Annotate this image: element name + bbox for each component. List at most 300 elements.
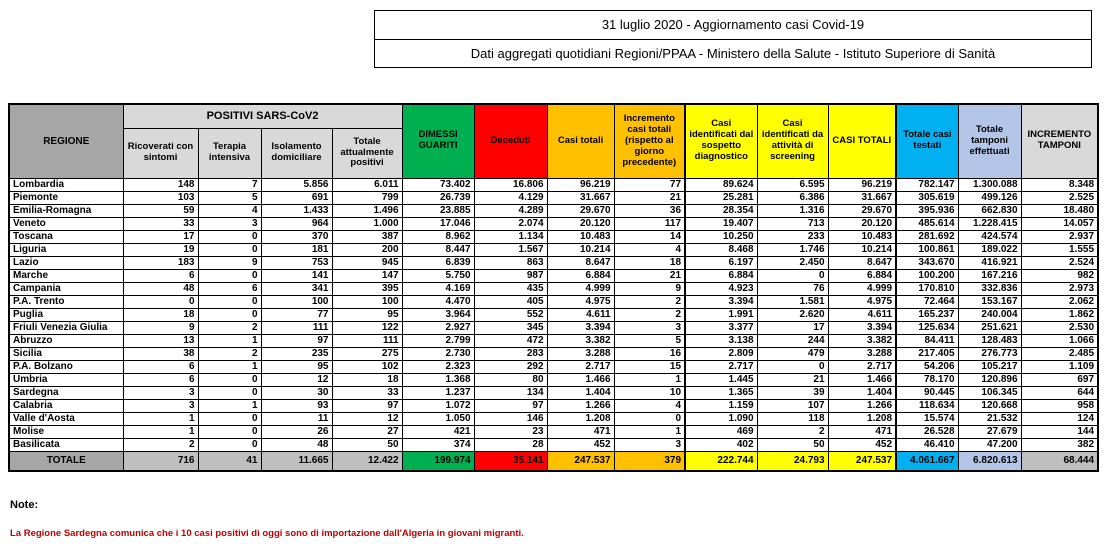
value-cell: 89.624 (685, 178, 757, 191)
value-cell: 6.595 (757, 178, 828, 191)
col-header-positivi-group: POSITIVI SARS-CoV2 (123, 104, 402, 128)
value-cell: 200 (332, 243, 402, 256)
value-cell: 2.323 (402, 360, 474, 373)
value-cell: 716 (123, 451, 198, 471)
region-cell: P.A. Bolzano (9, 360, 123, 373)
value-cell: 2.927 (402, 321, 474, 334)
value-cell: 1.300.088 (958, 178, 1021, 191)
col-header-casi-totali: Casi totali (547, 104, 614, 178)
value-cell: 8.962 (402, 230, 474, 243)
value-cell: 17.046 (402, 217, 474, 230)
value-cell: 1 (198, 334, 261, 347)
value-cell: 4.923 (685, 282, 757, 295)
value-cell: 9 (123, 321, 198, 334)
value-cell: 1 (123, 425, 198, 438)
value-cell: 3 (614, 438, 685, 451)
value-cell: 0 (198, 386, 261, 399)
table-row (9, 243, 1098, 256)
region-cell: Veneto (9, 217, 123, 230)
value-cell: 147 (332, 269, 402, 282)
value-cell: 1 (123, 412, 198, 425)
value-cell: 15 (614, 360, 685, 373)
value-cell: 1.368 (402, 373, 474, 386)
value-cell: 10.214 (547, 243, 614, 256)
value-cell: 27 (332, 425, 402, 438)
value-cell: 16 (614, 347, 685, 360)
table-row (9, 347, 1098, 360)
value-cell: 6.884 (685, 269, 757, 282)
value-cell: 1.466 (547, 373, 614, 386)
col-header-isolamento: Isolamento domiciliare (261, 128, 332, 178)
value-cell: 199.974 (402, 451, 474, 471)
value-cell: 1.316 (757, 204, 828, 217)
value-cell: 275 (332, 347, 402, 360)
value-cell: 11.665 (261, 451, 332, 471)
table-row (9, 438, 1098, 451)
table-row (9, 334, 1098, 347)
region-cell: Piemonte (9, 191, 123, 204)
value-cell: 4.169 (402, 282, 474, 295)
value-cell: 3.382 (828, 334, 896, 347)
value-cell: 33 (123, 217, 198, 230)
value-cell: 341 (261, 282, 332, 295)
region-cell: Campania (9, 282, 123, 295)
table-row (9, 321, 1098, 334)
value-cell: 2.530 (1021, 321, 1098, 334)
table-row (9, 308, 1098, 321)
value-cell: 122 (332, 321, 402, 334)
value-cell: 2 (614, 308, 685, 321)
value-cell: 0 (198, 425, 261, 438)
value-cell: 469 (685, 425, 757, 438)
note-text: La Regione Sardegna comunica che i 10 casi positivi di oggi sono di importazione dall'Algeria in giovani migranti. (10, 528, 524, 539)
value-cell: 958 (1021, 399, 1098, 412)
value-cell: 4 (614, 243, 685, 256)
value-cell: 1.159 (685, 399, 757, 412)
value-cell: 662.830 (958, 204, 1021, 217)
value-cell: 26 (261, 425, 332, 438)
value-cell: 305.619 (896, 191, 958, 204)
value-cell: 2.937 (1021, 230, 1098, 243)
value-cell: 1.567 (474, 243, 547, 256)
value-cell: 2 (123, 438, 198, 451)
value-cell: 13 (123, 334, 198, 347)
value-cell: 46.410 (896, 438, 958, 451)
value-cell: 29.670 (547, 204, 614, 217)
value-cell: 222.744 (685, 451, 757, 471)
value-cell: 167.216 (958, 269, 1021, 282)
value-cell: 6 (123, 373, 198, 386)
value-cell: 1.466 (828, 373, 896, 386)
value-cell: 28 (474, 438, 547, 451)
value-cell: 552 (474, 308, 547, 321)
value-cell: 2.620 (757, 308, 828, 321)
value-cell: 2.717 (685, 360, 757, 373)
value-cell: 80 (474, 373, 547, 386)
value-cell: 1.746 (757, 243, 828, 256)
value-cell: 12 (261, 373, 332, 386)
value-cell: 0 (614, 412, 685, 425)
value-cell: 644 (1021, 386, 1098, 399)
value-cell: 1.365 (685, 386, 757, 399)
table-row (9, 191, 1098, 204)
table-row (9, 230, 1098, 243)
value-cell: 25.281 (685, 191, 757, 204)
value-cell: 28.354 (685, 204, 757, 217)
value-cell: 50 (332, 438, 402, 451)
value-cell: 753 (261, 256, 332, 269)
value-cell: 2.450 (757, 256, 828, 269)
value-cell: 1.445 (685, 373, 757, 386)
table-row (9, 386, 1098, 399)
value-cell: 292 (474, 360, 547, 373)
value-cell: 3.394 (547, 321, 614, 334)
value-cell: 189.022 (958, 243, 1021, 256)
value-cell: 240.004 (958, 308, 1021, 321)
value-cell: 36 (614, 204, 685, 217)
value-cell: 134 (474, 386, 547, 399)
value-cell: 471 (547, 425, 614, 438)
value-cell: 1.208 (547, 412, 614, 425)
value-cell: 8.647 (828, 256, 896, 269)
value-cell: 95 (332, 308, 402, 321)
value-cell: 6.820.613 (958, 451, 1021, 471)
value-cell: 11 (261, 412, 332, 425)
value-cell: 17 (757, 321, 828, 334)
value-cell: 9 (614, 282, 685, 295)
value-cell: 8.647 (547, 256, 614, 269)
value-cell: 3.138 (685, 334, 757, 347)
value-cell: 233 (757, 230, 828, 243)
value-cell: 181 (261, 243, 332, 256)
value-cell: 2 (198, 321, 261, 334)
value-cell: 3.394 (828, 321, 896, 334)
table-row (9, 295, 1098, 308)
table-row (9, 269, 1098, 282)
value-cell: 697 (1021, 373, 1098, 386)
table-row (9, 399, 1098, 412)
value-cell: 499.126 (958, 191, 1021, 204)
value-cell: 1 (614, 425, 685, 438)
value-cell: 424.574 (958, 230, 1021, 243)
value-cell: 21.532 (958, 412, 1021, 425)
value-cell: 1.134 (474, 230, 547, 243)
region-cell: TOTALE (9, 451, 123, 471)
value-cell: 4.975 (828, 295, 896, 308)
value-cell: 1.496 (332, 204, 402, 217)
value-cell: 1.862 (1021, 308, 1098, 321)
value-cell: 48 (123, 282, 198, 295)
value-cell: 374 (402, 438, 474, 451)
value-cell: 283 (474, 347, 547, 360)
value-cell: 472 (474, 334, 547, 347)
value-cell: 146 (474, 412, 547, 425)
value-cell: 128.483 (958, 334, 1021, 347)
value-cell: 31.667 (547, 191, 614, 204)
value-cell: 276.773 (958, 347, 1021, 360)
value-cell: 4 (198, 204, 261, 217)
value-cell: 5.750 (402, 269, 474, 282)
value-cell: 485.614 (896, 217, 958, 230)
col-header-deceduti: Deceduti (474, 104, 547, 178)
value-cell: 2 (614, 295, 685, 308)
value-cell: 2.524 (1021, 256, 1098, 269)
value-cell: 1.228.415 (958, 217, 1021, 230)
value-cell: 77 (614, 178, 685, 191)
value-cell: 6.884 (828, 269, 896, 282)
value-cell: 35.141 (474, 451, 547, 471)
value-cell: 153.167 (958, 295, 1021, 308)
value-cell: 3 (614, 321, 685, 334)
value-cell: 0 (757, 360, 828, 373)
value-cell: 1 (198, 399, 261, 412)
value-cell: 0 (198, 308, 261, 321)
value-cell: 72.464 (896, 295, 958, 308)
value-cell: 2.717 (828, 360, 896, 373)
value-cell: 96.219 (547, 178, 614, 191)
value-cell: 1.000 (332, 217, 402, 230)
value-cell: 93 (261, 399, 332, 412)
col-header-ricoverati: Ricoverati con sintomi (123, 128, 198, 178)
value-cell: 41 (198, 451, 261, 471)
value-cell: 235 (261, 347, 332, 360)
value-cell: 96.219 (828, 178, 896, 191)
value-cell: 0 (198, 269, 261, 282)
value-cell: 421 (402, 425, 474, 438)
value-cell: 4.999 (547, 282, 614, 295)
value-cell: 77 (261, 308, 332, 321)
value-cell: 5 (198, 191, 261, 204)
value-cell: 21 (757, 373, 828, 386)
value-cell: 26.528 (896, 425, 958, 438)
value-cell: 1.581 (757, 295, 828, 308)
value-cell: 7 (198, 178, 261, 191)
value-cell: 23.885 (402, 204, 474, 217)
value-cell: 1.991 (685, 308, 757, 321)
value-cell: 16.806 (474, 178, 547, 191)
region-cell: Molise (9, 425, 123, 438)
value-cell: 5 (614, 334, 685, 347)
value-cell: 111 (332, 334, 402, 347)
value-cell: 6.386 (757, 191, 828, 204)
table-row (9, 425, 1098, 438)
value-cell: 118.634 (896, 399, 958, 412)
value-cell: 8.348 (1021, 178, 1098, 191)
value-cell: 21 (614, 269, 685, 282)
value-cell: 3.288 (828, 347, 896, 360)
report-title-box (374, 10, 1092, 68)
value-cell: 10.483 (828, 230, 896, 243)
value-cell: 10 (614, 386, 685, 399)
region-cell: Umbria (9, 373, 123, 386)
value-cell: 111 (261, 321, 332, 334)
value-cell: 452 (547, 438, 614, 451)
value-cell: 4.999 (828, 282, 896, 295)
col-header-incremento-casi: Incremento casi totali (rispetto al giorno precedente) (614, 104, 685, 178)
value-cell: 118 (757, 412, 828, 425)
value-cell: 18 (614, 256, 685, 269)
value-cell: 26.739 (402, 191, 474, 204)
table-row (9, 412, 1098, 425)
col-header-screening: Casi identificati da attività di screening (757, 104, 828, 178)
value-cell: 68.444 (1021, 451, 1098, 471)
value-cell: 987 (474, 269, 547, 282)
value-cell: 4.470 (402, 295, 474, 308)
value-cell: 1.109 (1021, 360, 1098, 373)
value-cell: 120.896 (958, 373, 1021, 386)
value-cell: 382 (1021, 438, 1098, 451)
value-cell: 39 (757, 386, 828, 399)
value-cell: 964 (261, 217, 332, 230)
value-cell: 4.289 (474, 204, 547, 217)
value-cell: 2.525 (1021, 191, 1098, 204)
value-cell: 103 (123, 191, 198, 204)
value-cell: 20.120 (828, 217, 896, 230)
col-header-terapia-intensiva: Terapia intensiva (198, 128, 261, 178)
region-cell: Marche (9, 269, 123, 282)
value-cell: 107 (757, 399, 828, 412)
value-cell: 1 (198, 360, 261, 373)
value-cell: 982 (1021, 269, 1098, 282)
value-cell: 19.407 (685, 217, 757, 230)
value-cell: 2 (198, 347, 261, 360)
value-cell: 395 (332, 282, 402, 295)
value-cell: 84.411 (896, 334, 958, 347)
value-cell: 21 (614, 191, 685, 204)
value-cell: 97 (261, 334, 332, 347)
table-row (9, 282, 1098, 295)
value-cell: 387 (332, 230, 402, 243)
value-cell: 2.799 (402, 334, 474, 347)
value-cell: 8.468 (685, 243, 757, 256)
value-cell: 0 (123, 295, 198, 308)
value-cell: 3.382 (547, 334, 614, 347)
value-cell: 343.670 (896, 256, 958, 269)
col-header-totale-tamponi: Totale tamponi effettuati (958, 104, 1021, 178)
value-cell: 47.200 (958, 438, 1021, 451)
region-cell: Lazio (9, 256, 123, 269)
value-cell: 1.266 (547, 399, 614, 412)
col-header-dimessi-guariti: DIMESSI GUARITI (402, 104, 474, 178)
value-cell: 102 (332, 360, 402, 373)
value-cell: 782.147 (896, 178, 958, 191)
value-cell: 2.809 (685, 347, 757, 360)
region-cell: Calabria (9, 399, 123, 412)
value-cell: 17 (123, 230, 198, 243)
col-header-casi-totali-caps: CASI TOTALI (828, 104, 896, 178)
value-cell: 117 (614, 217, 685, 230)
table-row (9, 373, 1098, 386)
value-cell: 3.964 (402, 308, 474, 321)
value-cell: 124 (1021, 412, 1098, 425)
value-cell: 479 (757, 347, 828, 360)
value-cell: 6 (123, 360, 198, 373)
report-title: 31 luglio 2020 - Aggiornamento casi Covid-19 (601, 17, 865, 32)
value-cell: 1.090 (685, 412, 757, 425)
value-cell: 217.405 (896, 347, 958, 360)
value-cell: 8.447 (402, 243, 474, 256)
value-cell: 19 (123, 243, 198, 256)
value-cell: 10.483 (547, 230, 614, 243)
value-cell: 691 (261, 191, 332, 204)
value-cell: 0 (198, 412, 261, 425)
value-cell: 14.057 (1021, 217, 1098, 230)
value-cell: 799 (332, 191, 402, 204)
region-cell: Lombardia (9, 178, 123, 191)
value-cell: 2.730 (402, 347, 474, 360)
value-cell: 24.793 (757, 451, 828, 471)
region-cell: Valle d'Aosta (9, 412, 123, 425)
value-cell: 120.668 (958, 399, 1021, 412)
value-cell: 4.611 (547, 308, 614, 321)
value-cell: 0 (198, 373, 261, 386)
value-cell: 1.404 (828, 386, 896, 399)
value-cell: 73.402 (402, 178, 474, 191)
region-cell: Sardegna (9, 386, 123, 399)
value-cell: 2.973 (1021, 282, 1098, 295)
value-cell: 1.266 (828, 399, 896, 412)
value-cell: 12 (332, 412, 402, 425)
value-cell: 2.717 (547, 360, 614, 373)
value-cell: 105.217 (958, 360, 1021, 373)
value-cell: 3.377 (685, 321, 757, 334)
region-cell: Basilicata (9, 438, 123, 451)
value-cell: 3 (198, 217, 261, 230)
value-cell: 1.555 (1021, 243, 1098, 256)
value-cell: 1.050 (402, 412, 474, 425)
value-cell: 945 (332, 256, 402, 269)
value-cell: 18.480 (1021, 204, 1098, 217)
value-cell: 435 (474, 282, 547, 295)
value-cell: 863 (474, 256, 547, 269)
value-cell: 1.404 (547, 386, 614, 399)
value-cell: 97 (474, 399, 547, 412)
value-cell: 27.679 (958, 425, 1021, 438)
value-cell: 144 (1021, 425, 1098, 438)
value-cell: 452 (828, 438, 896, 451)
value-cell: 6.011 (332, 178, 402, 191)
value-cell: 332.836 (958, 282, 1021, 295)
col-header-totale-positivi: Totale attualmente positivi (332, 128, 402, 178)
value-cell: 3.288 (547, 347, 614, 360)
value-cell: 6 (198, 282, 261, 295)
value-cell: 1.208 (828, 412, 896, 425)
value-cell: 5.856 (261, 178, 332, 191)
report-subtitle: Dati aggregati quotidiani Regioni/PPAA - Ministero della Salute - Istituto Superiore di Sanità (375, 39, 1091, 67)
table-total-row (9, 451, 1098, 471)
value-cell: 1.072 (402, 399, 474, 412)
value-cell: 1.433 (261, 204, 332, 217)
table-row (9, 217, 1098, 230)
value-cell: 2.485 (1021, 347, 1098, 360)
value-cell: 31.667 (828, 191, 896, 204)
value-cell: 10.214 (828, 243, 896, 256)
table-row (9, 360, 1098, 373)
value-cell: 247.537 (828, 451, 896, 471)
value-cell: 1.237 (402, 386, 474, 399)
value-cell: 18 (123, 308, 198, 321)
value-cell: 12.422 (332, 451, 402, 471)
value-cell: 395.936 (896, 204, 958, 217)
value-cell: 14 (614, 230, 685, 243)
region-cell: Abruzzo (9, 334, 123, 347)
value-cell: 170.810 (896, 282, 958, 295)
value-cell: 15.574 (896, 412, 958, 425)
value-cell: 48 (261, 438, 332, 451)
value-cell: 6.884 (547, 269, 614, 282)
value-cell: 4 (614, 399, 685, 412)
value-cell: 3.394 (685, 295, 757, 308)
